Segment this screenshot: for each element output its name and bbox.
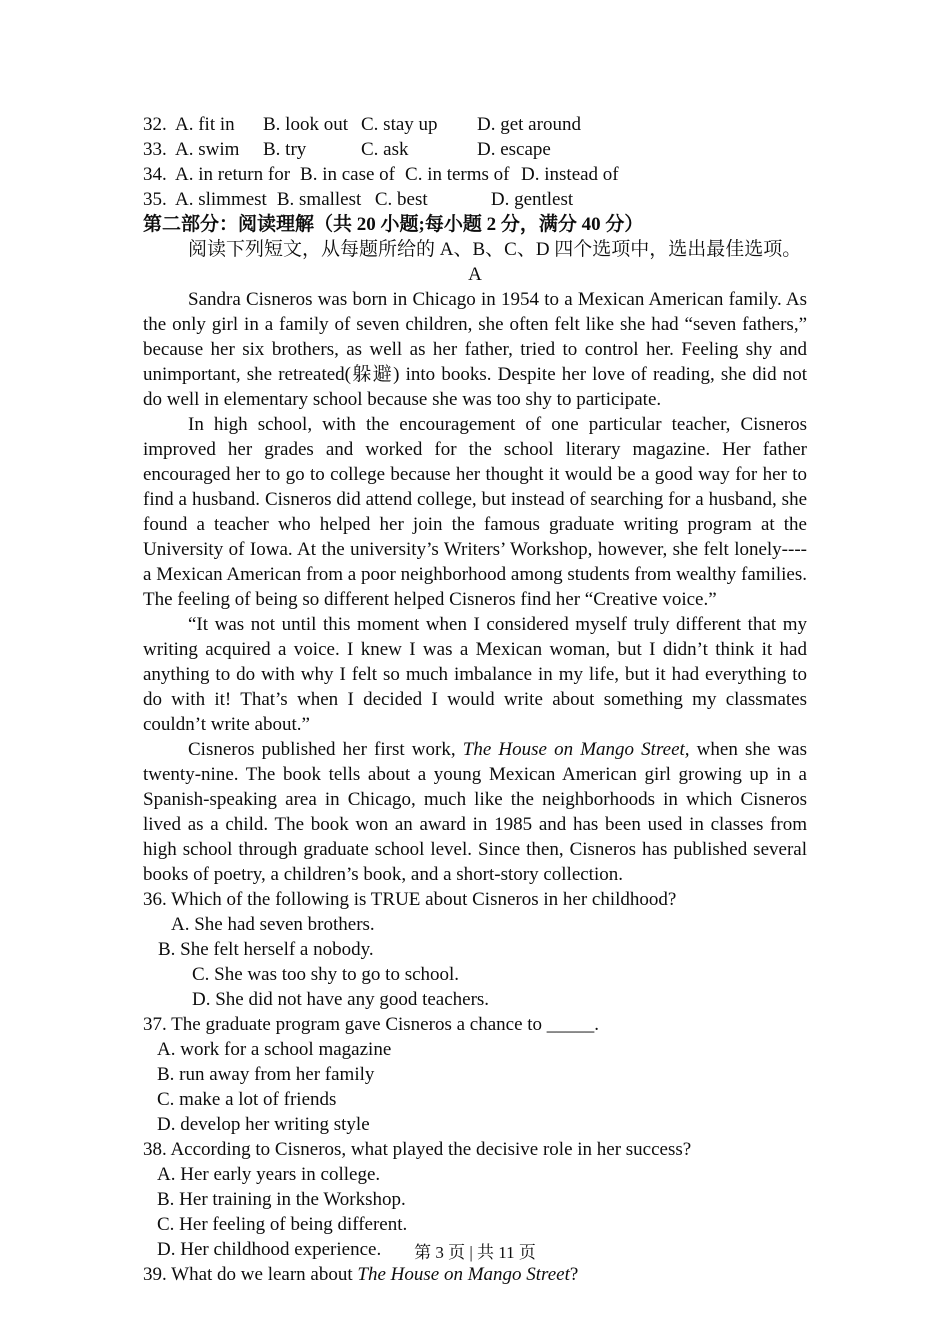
option-b: B. look out — [263, 114, 348, 135]
option-b: B. try — [263, 139, 307, 160]
question-stem — [143, 1262, 807, 1287]
passage-label-a: A — [468, 264, 482, 285]
question-stem — [143, 1137, 807, 1162]
option-a: A. fit in — [175, 114, 235, 135]
text-segment: Sandra Cisneros was born in Chicago in 1954 to a Mexican American family. As the only girl in a family of seven children, she often felt like she had “seven fathers,” because her six brothers, as well as her father, tried to control her. Feeling shy and unimportant, she retreated(躲避) into books. Despite her love of reading, she did not do well in elementary school because she was too shy to participate. — [143, 289, 807, 410]
option-c: C. stay up — [361, 114, 438, 135]
cloze-question-row-32 — [143, 112, 807, 137]
text-segment: ? — [569, 1264, 579, 1285]
option-b: B. Her training in the Workshop. — [157, 1189, 406, 1210]
text-segment: In high school, with the encouragement of one particular teacher, Cisneros improved her grades and worked for the school literary magazine. Her father encouraged her to go to college because her thought it would be a good way for her to find a husband. Cisneros did attend college, but instead of searching for a husband, she found a teacher who helped her join the famous graduate writing program at the University of Iowa. At the university’s Writers’ Workshop, however, she felt lonely----a Mexican American from a poor neighborhood among students from wealthy families. The feeling of being so different helped Cisneros find her “Creative voice.” — [143, 414, 807, 610]
option-c: C. make a lot of friends — [157, 1089, 337, 1110]
question-number: 34. — [143, 164, 167, 185]
option-d: D. Her childhood experience. — [157, 1239, 382, 1260]
text-segment: 40 — [581, 214, 601, 235]
page-number-footer: 第 3 页 | 共 11 页 — [414, 1243, 536, 1262]
text-segment: 36. Which of the following is TRUE about Cisneros in her childhood? — [143, 889, 677, 910]
question-number: 33. — [143, 139, 167, 160]
option-d: D. develop her writing style — [157, 1114, 370, 1135]
text-segment: 分，满分 — [496, 214, 582, 235]
reading-instruction: 阅读下列短文，从每题所给的 A、B、C、D 四个选项中，选出最佳选项。 — [188, 239, 802, 260]
section-header — [143, 212, 807, 237]
cloze-question-row-33 — [143, 137, 807, 162]
option-c: C. She was too shy to go to school. — [192, 964, 460, 985]
option-d: D. get around — [477, 114, 581, 135]
text-segment: 第二部分：阅读理解（共 — [143, 214, 357, 235]
cloze-question-row-35 — [143, 187, 807, 212]
passage-paragraph-3 — [143, 612, 807, 737]
option-c: C. in terms of — [405, 164, 510, 185]
option-b: B. in case of — [300, 164, 396, 185]
passage-paragraph-2 — [143, 412, 807, 612]
cloze-question-row-34 — [143, 162, 807, 187]
text-segment: 小题;每小题 — [375, 214, 487, 235]
option-a: A. work for a school magazine — [157, 1039, 392, 1060]
option-a: A. swim — [175, 139, 240, 160]
option-d: D. gentlest — [490, 189, 574, 210]
question-number: 35. — [143, 189, 167, 210]
text-segment: Cisneros published her first work, — [188, 739, 463, 760]
question-36 — [143, 887, 807, 1012]
question-stem — [143, 887, 807, 912]
option-c: C. Her feeling of being different. — [157, 1214, 408, 1235]
text-segment: 37. The graduate program gave Cisneros a chance to _____. — [143, 1014, 600, 1035]
text-segment: The House on Mango Street, — [462, 739, 690, 760]
option-b: B. She felt herself a nobody. — [158, 939, 374, 960]
option-c: C. best — [374, 189, 428, 210]
page-content — [143, 112, 807, 1287]
option-d: D. instead of — [521, 164, 619, 185]
option-a: A. slimmest — [175, 189, 267, 210]
text-segment: 38. According to Cisneros, what played the decisive role in her success? — [143, 1139, 692, 1160]
passage-paragraph-1 — [143, 287, 807, 412]
text-segment: when she was twenty-nine. The book tells about a young Mexican American girl growing up in a Spanish-speaking area in Chicago, much like the neighborhoods in which Cisneros lived as a child. The book won an award in 1985 and has been used in classes from high school through graduate school level. Since then, Cisneros has published several books of poetry, a children’s book, and a short-story collection. — [143, 739, 807, 885]
option-d: D. She did not have any good teachers. — [192, 989, 490, 1010]
option-c: C. ask — [361, 139, 409, 160]
text-segment: 20 — [356, 214, 376, 235]
text-segment: 分） — [600, 214, 644, 235]
option-b: B. run away from her family — [157, 1064, 375, 1085]
question-39 — [143, 1262, 807, 1287]
passage-paragraph-4 — [143, 737, 807, 887]
option-a: A. She had seven brothers. — [171, 914, 375, 935]
text-segment: The House on Mango Street — [357, 1264, 570, 1285]
question-stem — [143, 1012, 807, 1037]
question-37 — [143, 1012, 807, 1137]
option-a: A. in return for — [175, 164, 291, 185]
question-number: 32. — [143, 114, 167, 135]
text-segment: 39. What do we learn about — [143, 1264, 358, 1285]
text-segment: 2 — [486, 214, 497, 235]
text-segment: “It was not until this moment when I considered myself truly different that my writing acquired a voice. I knew I was a Mexican woman, but I didn’t think it had anything to do with why I felt so much imbalance in my life, but it had everything to do with it! That’s when I decided I would write about something my classmates couldn’t write about.” — [143, 614, 807, 735]
option-a: A. Her early years in college. — [157, 1164, 381, 1185]
option-b: B. smallest — [276, 189, 362, 210]
option-d: D. escape — [477, 139, 551, 160]
